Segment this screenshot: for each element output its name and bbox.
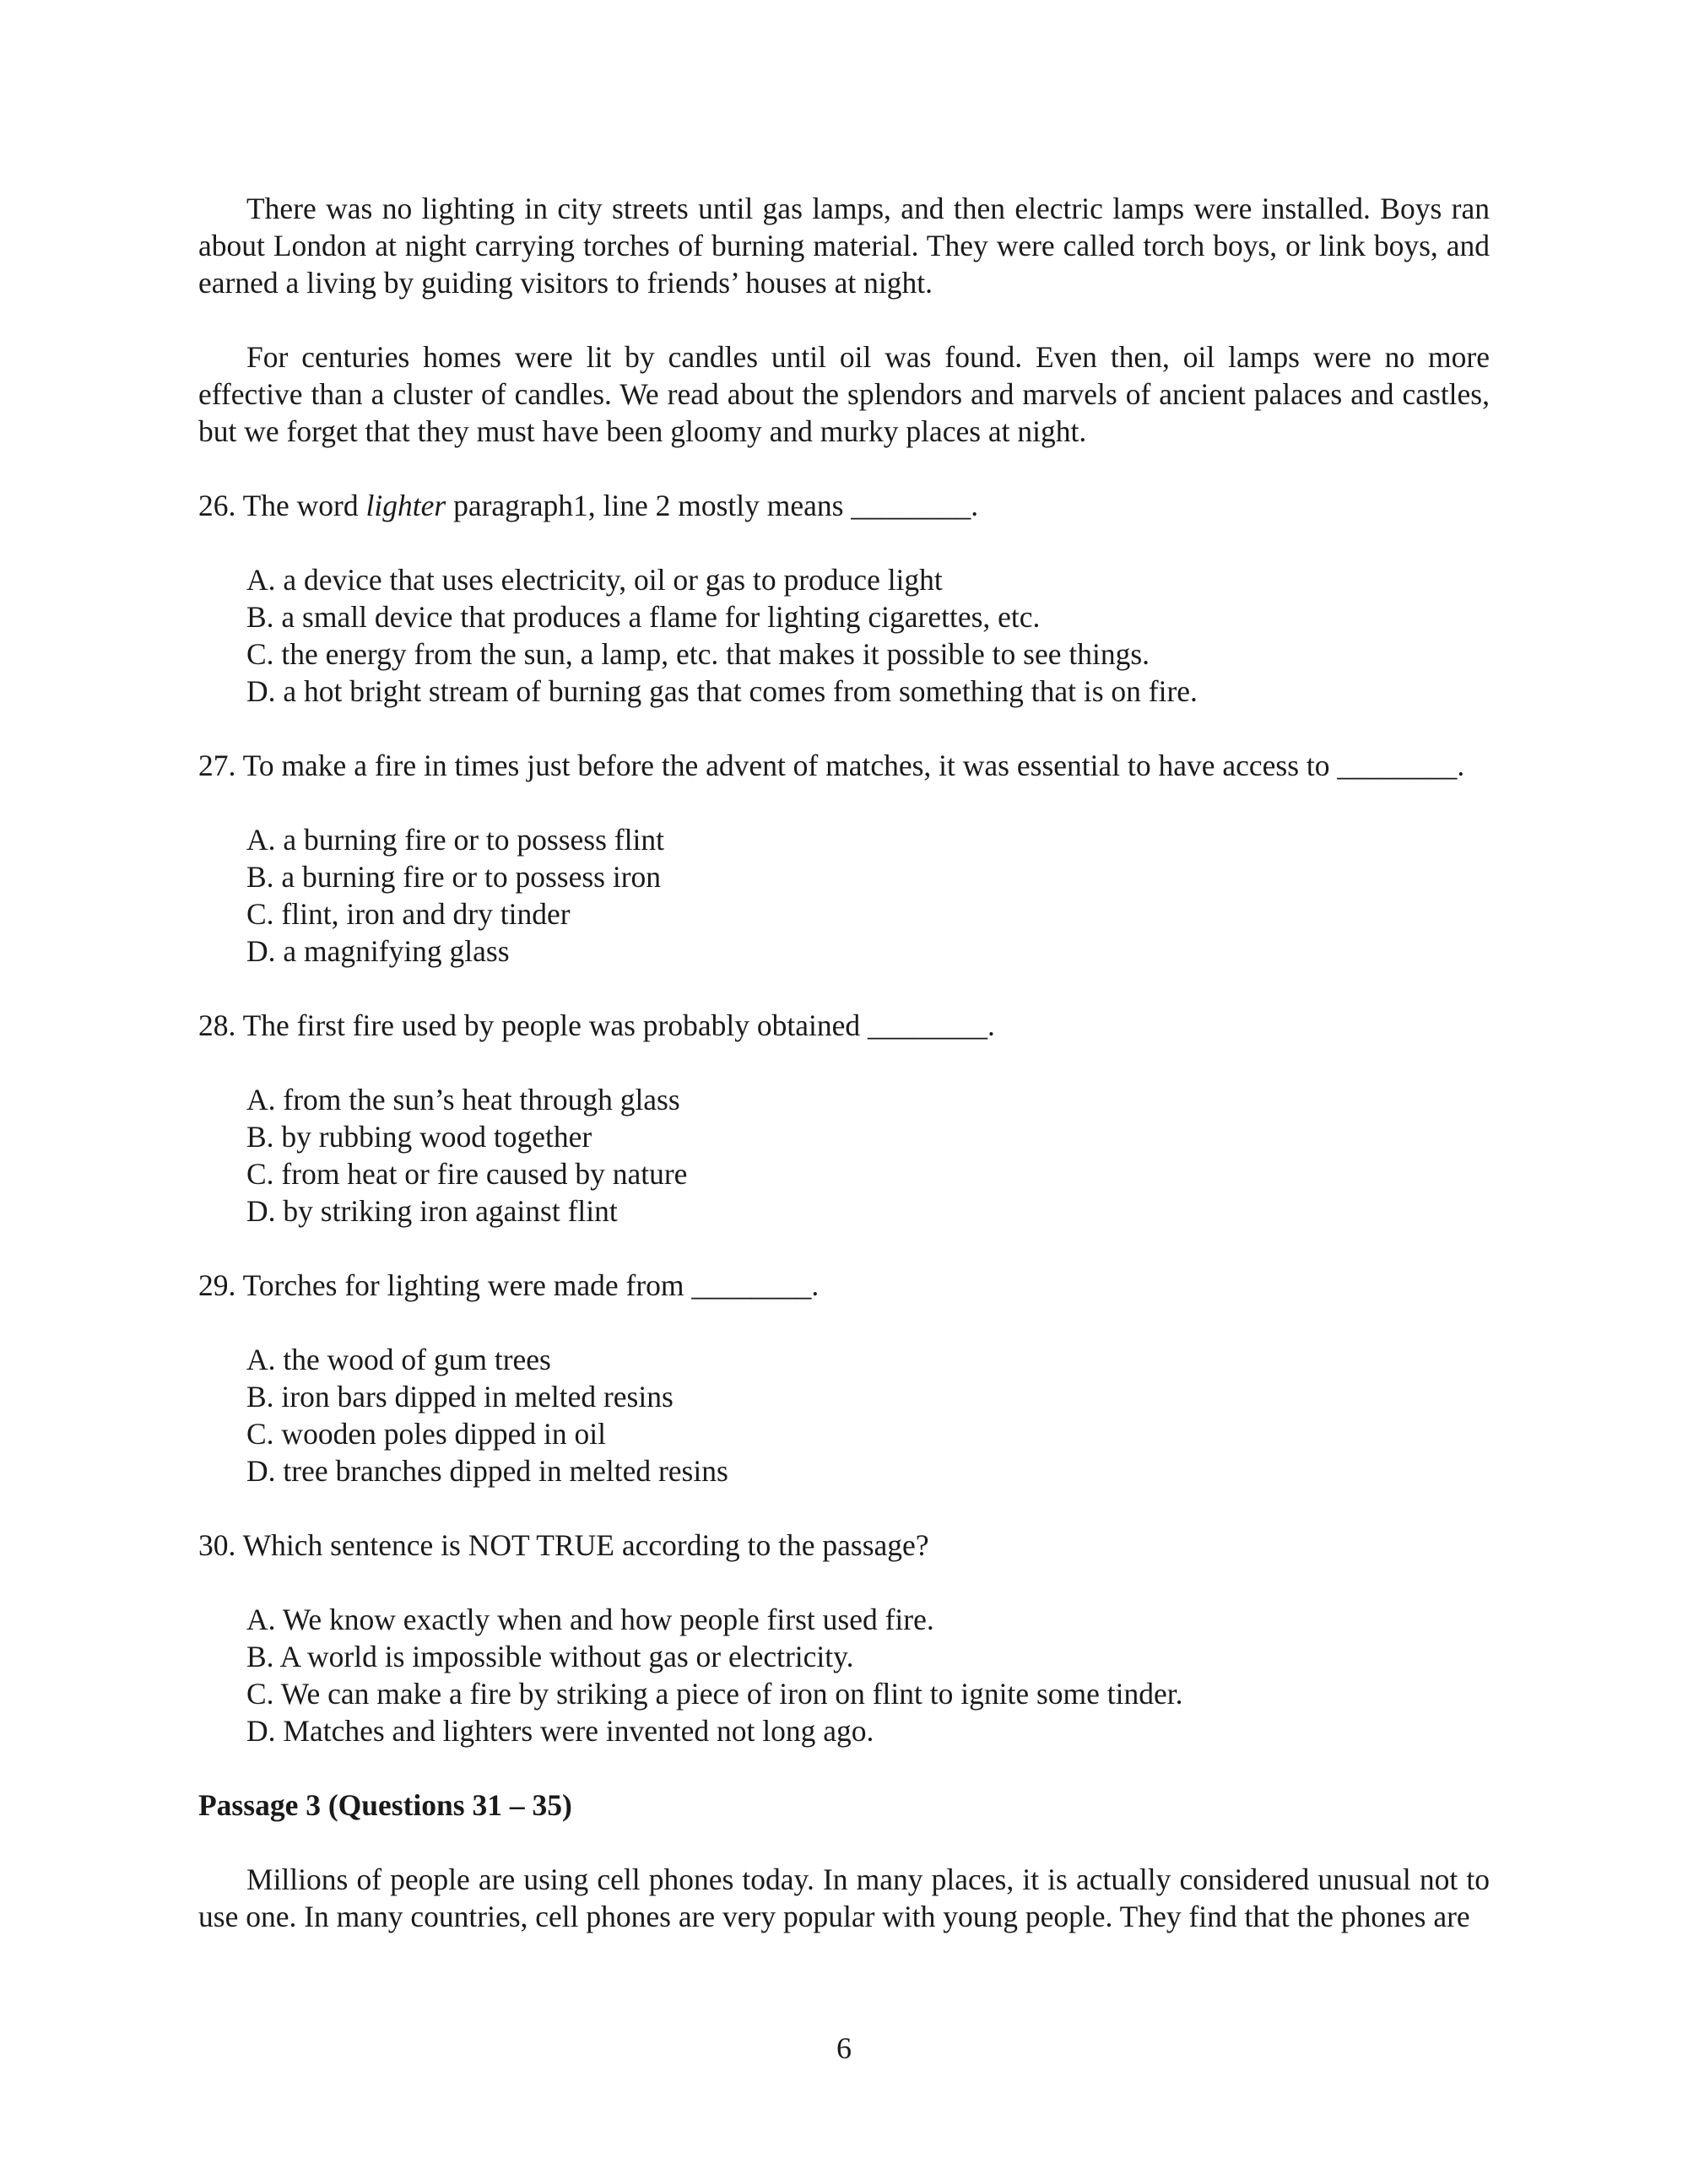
- question-26-option-a: A. a device that uses electricity, oil or gas to produce light: [246, 563, 943, 597]
- question-28-option-d: D. by striking iron against flint: [246, 1194, 618, 1228]
- question-26: [198, 487, 1490, 710]
- question-29-option-d: D. tree branches dipped in melted resins: [246, 1454, 728, 1488]
- question-26-option-d: D. a hot bright stream of burning gas that comes from something that is on fire.: [246, 674, 1198, 708]
- question-28-stem: 28. The first fire used by people was probably obtained ________.: [198, 1008, 995, 1042]
- document-page: [198, 190, 1490, 1972]
- question-29-option-a: A. the wood of gum trees: [246, 1343, 551, 1376]
- question-26-option-b: B. a small device that produces a flame for lighting cigarettes, etc.: [246, 600, 1041, 634]
- question-27-options: [198, 821, 1490, 970]
- question-26-options: [198, 561, 1490, 710]
- question-30-option-d: D. Matches and lighters were invented not long ago.: [246, 1714, 874, 1748]
- page-number: 6: [836, 2031, 852, 2065]
- question-26-stem-before: 26. The word: [198, 489, 366, 522]
- question-28-option-c: C. from heat or fire caused by nature: [246, 1157, 688, 1191]
- question-27: [198, 747, 1490, 970]
- question-30-options: [198, 1601, 1490, 1749]
- passage-3-heading: Passage 3 (Questions 31 – 35): [198, 1788, 572, 1822]
- question-30-option-a: A. We know exactly when and how people first used fire.: [246, 1603, 934, 1636]
- question-29-option-c: C. wooden poles dipped in oil: [246, 1417, 606, 1451]
- question-27-stem: 27. To make a fire in times just before the advent of matches, it was essential to have access to ________.: [198, 749, 1465, 782]
- question-26-stem-after: paragraph1, line 2 mostly means ________.: [446, 489, 979, 522]
- question-30-option-c: C. We can make a fire by striking a piece of iron on flint to ignite some tinder.: [246, 1677, 1183, 1711]
- question-29-stem: 29. Torches for lighting were made from ________.: [198, 1268, 820, 1302]
- question-26-option-c: C. the energy from the sun, a lamp, etc. that makes it possible to see things.: [246, 637, 1150, 671]
- question-29-option-b: B. iron bars dipped in melted resins: [246, 1380, 674, 1414]
- question-30-stem: 30. Which sentence is NOT TRUE according to the passage?: [198, 1528, 929, 1562]
- question-27-option-d: D. a magnifying glass: [246, 934, 510, 968]
- question-27-option-b: B. a burning fire or to possess iron: [246, 860, 662, 894]
- question-30: [198, 1527, 1490, 1749]
- paragraph-candles-oil: For centuries homes were lit by candles until oil was found. Even then, oil lamps were no more effective than a cluster of candles. We read about the splendors and marvels of ancient palaces and castles, but we forget that they must have been gloomy and murky places at night.: [198, 340, 1490, 448]
- question-27-option-a: A. a burning fire or to possess flint: [246, 823, 664, 857]
- question-28-options: [198, 1081, 1490, 1230]
- question-26-keyword: lighter: [365, 489, 446, 522]
- question-30-option-b: B. A world is impossible without gas or electricity.: [246, 1640, 854, 1673]
- paragraph-torch-boys: There was no lighting in city streets until gas lamps, and then electric lamps were installed. Boys ran about London at night carrying torches of burning material. They were called torch boys, or link boys, and earned a living by guiding visitors to friends’ houses at night.: [198, 192, 1490, 300]
- question-29: [198, 1267, 1490, 1489]
- question-26-stem: [198, 487, 1490, 524]
- question-29-options: [198, 1341, 1490, 1489]
- paragraph-cell-phones: Millions of people are using cell phones today. In many places, it is actually considered unusual not to use one. In many countries, cell phones are very popular with young people. They find that the phones are: [198, 1862, 1490, 1933]
- question-27-option-c: C. flint, iron and dry tinder: [246, 897, 571, 931]
- question-28-option-a: A. from the sun’s heat through glass: [246, 1083, 680, 1116]
- question-28-option-b: B. by rubbing wood together: [246, 1120, 592, 1154]
- question-28: [198, 1007, 1490, 1230]
